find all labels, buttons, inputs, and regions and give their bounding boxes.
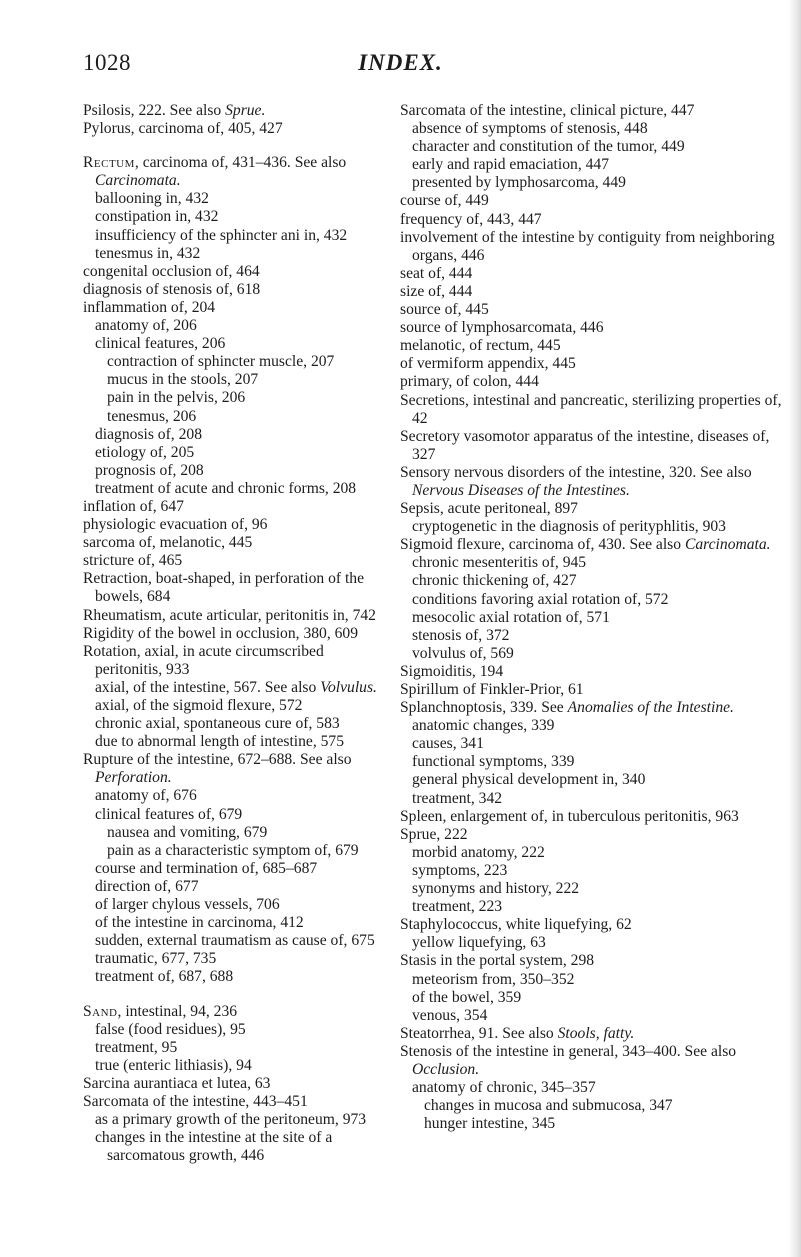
index-entry	[400, 500, 782, 518]
entry-text: causes, 341	[412, 735, 484, 753]
index-entry	[400, 373, 782, 391]
index-subentry	[95, 1057, 391, 1075]
entry-text: stenosis of, 372	[412, 626, 510, 644]
index-subentry	[107, 824, 391, 842]
index-entry	[400, 1025, 782, 1043]
entry-text: cryptogenetic in the diagnosis of perityphlitis, 903	[412, 518, 726, 536]
entry-text: Rigidity of the bowel in occlusion, 380, 609	[83, 624, 359, 642]
index-entry	[400, 283, 782, 301]
entry-text: nausea and vomiting, 679	[107, 823, 268, 841]
entry-text: Splanchnoptosis, 339. See	[400, 699, 568, 717]
entry-text: due to abnormal length of intestine, 575	[95, 733, 345, 751]
index-entry	[400, 392, 782, 428]
index-subentry	[412, 554, 782, 572]
entry-text: anatomy of, 206	[95, 317, 197, 335]
index-heading-word: Sand	[83, 1002, 118, 1020]
entry-text: axial, of the sigmoid flexure, 572	[95, 697, 303, 714]
entry-text: pain in the pelvis, 206	[107, 389, 246, 407]
entry-text: axial, of the intestine, 567. See also	[95, 678, 321, 696]
index-entry	[400, 1043, 782, 1079]
index-entry	[400, 808, 782, 826]
index-entry	[83, 643, 391, 679]
index-heading-word: Rectum	[83, 154, 135, 172]
index-subentry	[95, 1039, 391, 1057]
entry-text: chronic thickening of, 427	[412, 572, 577, 590]
cross-reference: Carcinomata.	[684, 536, 771, 554]
entry-text: diagnosis of, 208	[95, 425, 202, 443]
index-entry	[83, 299, 391, 317]
index-subentry	[412, 735, 782, 753]
entry-text: clinical features of, 679	[95, 805, 243, 823]
index-subentry	[95, 950, 391, 968]
entry-text: conditions favoring axial rotation of, 572	[412, 590, 669, 608]
entry-text: , intestinal, 94, 236	[117, 1002, 238, 1020]
entry-text: seat of, 444	[400, 264, 473, 282]
cross-reference: Anomalies of the Intestine.	[567, 699, 734, 717]
entry-text: venous, 354	[412, 1006, 488, 1024]
entry-text: Psilosis, 222. See also	[83, 102, 226, 119]
entry-text: source of lymphosarcomata, 446	[400, 319, 604, 337]
index-subentry	[412, 518, 782, 536]
entry-text: Pylorus, carcinoma of, 405, 427	[83, 120, 283, 138]
entry-text: inflation of, 647	[83, 497, 184, 515]
index-subentry	[95, 968, 391, 986]
index-entry	[83, 263, 391, 281]
index-subentry	[95, 878, 391, 896]
index-entry	[83, 516, 391, 534]
cross-reference: Stools, fatty.	[557, 1024, 635, 1042]
index-subentry	[412, 627, 782, 645]
entry-text: pain as a characteristic symptom of, 679	[107, 841, 359, 859]
entry-spacer	[83, 138, 391, 154]
entry-text: Sigmoid flexure, carcinoma of, 430. See also	[400, 536, 685, 554]
index-subentry	[95, 227, 391, 245]
index-entry	[400, 265, 782, 283]
index-entry	[83, 534, 391, 552]
index-entry	[83, 154, 391, 190]
entry-text: false (food residues), 95	[95, 1020, 246, 1038]
cross-reference: Sprue.	[225, 102, 266, 119]
index-entry	[400, 337, 782, 355]
index-entry	[83, 552, 391, 570]
index-subentry	[412, 572, 782, 590]
entry-text: hunger intestine, 345	[424, 1115, 556, 1133]
entry-text: Rheumatism, acute articular, peritonitis in, 742	[83, 606, 376, 624]
index-subentry	[95, 932, 391, 950]
index-subentry	[95, 208, 391, 226]
entry-text: Staphylococcus, white liquefying, 62	[400, 916, 632, 934]
cross-reference: Carcinomata.	[95, 172, 181, 190]
entry-text: morbid anatomy, 222	[412, 843, 545, 861]
entry-text: chronic mesenteritis of, 945	[412, 554, 587, 572]
running-head: INDEX.	[358, 50, 443, 75]
entry-text: source of, 445	[400, 301, 489, 319]
entry-text: contraction of sphincter muscle, 207	[107, 353, 335, 371]
index-entry	[83, 625, 391, 643]
entry-text: volvulus of, 569	[412, 644, 514, 662]
index-subentry	[107, 389, 391, 407]
entry-text: melanotic, of rectum, 445	[400, 337, 561, 355]
index-subentry	[95, 480, 391, 498]
entry-text: frequency of, 443, 447	[400, 210, 542, 228]
index-subentry	[107, 842, 391, 860]
entry-text: early and rapid emaciation, 447	[412, 156, 610, 174]
index-subentry	[95, 1021, 391, 1039]
index-subentry	[412, 1007, 782, 1025]
entry-text: Sarcomata of the intestine, clinical picture, 447	[400, 102, 695, 119]
index-subentry	[412, 989, 782, 1007]
entry-text: physiologic evacuation of, 96	[83, 516, 268, 534]
index-entry	[83, 498, 391, 516]
entry-text: Spirillum of Finkler-Prior, 61	[400, 681, 584, 698]
entry-text: Steatorrhea, 91. See also	[400, 1024, 558, 1042]
index-subentry	[412, 609, 782, 627]
entry-text: congenital occlusion of, 464	[83, 262, 260, 280]
entry-text: Retraction, boat-shaped, in perforation of the bowels, 684	[83, 570, 365, 606]
entry-text: Secretions, intestinal and pancreatic, sterilizing properties of, 42	[400, 391, 782, 427]
index-subentry	[95, 733, 391, 751]
entry-text: Stasis in the portal system, 298	[400, 952, 595, 970]
entry-text: of larger chylous vessels, 706	[95, 896, 280, 914]
index-entry	[400, 192, 782, 210]
entry-text: Stenosis of the intestine in general, 343–400. See also	[400, 1042, 737, 1060]
entry-text: of the bowel, 359	[412, 988, 522, 1006]
entry-text: inflammation of, 204	[83, 298, 216, 316]
index-entry	[83, 607, 391, 625]
index-subentry	[95, 679, 391, 697]
index-subentry	[412, 174, 782, 192]
index-entry	[400, 319, 782, 337]
entry-text: of the intestine in carcinoma, 412	[95, 914, 304, 932]
index-subentry	[107, 353, 391, 371]
index-subentry	[424, 1097, 782, 1115]
entry-text: yellow liquefying, 63	[412, 934, 546, 952]
index-entry	[400, 536, 782, 554]
index-subentry	[412, 645, 782, 663]
page-header	[0, 0, 801, 90]
page-edge-shadow	[788, 0, 801, 1257]
entry-text: prognosis of, 208	[95, 461, 204, 479]
entry-text: treatment, 223	[412, 898, 503, 916]
entry-text: Sarcina aurantiaca et lutea, 63	[83, 1074, 271, 1092]
index-subentry	[95, 317, 391, 335]
entry-spacer	[83, 987, 391, 1003]
entry-text: presented by lymphosarcoma, 449	[412, 174, 626, 192]
entry-text: treatment, 342	[412, 789, 503, 807]
entry-text: Rotation, axial, in acute circumscribed peritonitis, 933	[83, 642, 324, 678]
index-entry	[400, 681, 782, 699]
index-subentry	[412, 862, 782, 880]
index-subentry	[412, 1079, 782, 1097]
entry-text: clinical features, 206	[95, 335, 226, 353]
index-subentry	[412, 156, 782, 174]
index-entry	[400, 952, 782, 970]
entry-text: size of, 444	[400, 282, 473, 300]
index-subentry	[412, 971, 782, 989]
entry-text: anatomy of chronic, 345–357	[412, 1079, 596, 1097]
entry-text: course of, 449	[400, 192, 489, 210]
entry-text: etiology of, 205	[95, 443, 195, 461]
index-subentry	[107, 371, 391, 389]
index-entry	[400, 699, 782, 717]
index-subentry	[95, 697, 391, 715]
index-subentry	[95, 1129, 391, 1165]
index-subentry	[95, 444, 391, 462]
index-subentry	[95, 245, 391, 263]
entry-text: treatment of, 687, 688	[95, 968, 234, 986]
entry-text: Rupture of the intestine, 672–688. See also	[83, 751, 352, 769]
index-column-right	[400, 102, 782, 1133]
entry-text: treatment of acute and chronic forms, 208	[95, 479, 357, 497]
index-entry	[400, 663, 782, 681]
entry-text: character and constitution of the tumor, 449	[412, 138, 685, 156]
index-entry	[83, 1003, 391, 1021]
index-subentry	[95, 806, 391, 824]
entry-text: synonyms and history, 222	[412, 880, 580, 898]
index-subentry	[95, 715, 391, 733]
entry-text: meteorism from, 350–352	[412, 970, 575, 988]
index-subentry	[412, 138, 782, 156]
entry-text: general physical development in, 340	[412, 771, 646, 789]
entry-text: , carcinoma of, 431–436. See also	[134, 154, 347, 172]
entry-text: traumatic, 677, 735	[95, 950, 217, 968]
index-subentry	[107, 408, 391, 426]
entry-text: direction of, 677	[95, 877, 199, 895]
index-entry	[83, 1075, 391, 1093]
entry-text: diagnosis of stenosis of, 618	[83, 280, 261, 298]
index-subentry	[412, 591, 782, 609]
index-entry	[400, 355, 782, 373]
entry-text: Spleen, enlargement of, in tuberculous peritonitis, 963	[400, 807, 739, 825]
entry-text: tenesmus in, 432	[95, 244, 201, 262]
cross-reference: Volvulus.	[320, 678, 377, 696]
entry-text: involvement of the intestine by contiguity from neighboring organs, 446	[400, 228, 775, 264]
index-subentry	[95, 914, 391, 932]
index-entry	[83, 102, 391, 120]
index-subentry	[412, 771, 782, 789]
index-subentry	[95, 190, 391, 208]
index-entry	[400, 916, 782, 934]
entry-text: mesocolic axial rotation of, 571	[412, 608, 610, 626]
index-subentry	[412, 717, 782, 735]
entry-text: insufficiency of the sphincter ani in, 432	[95, 226, 348, 244]
entry-text: true (enteric lithiasis), 94	[95, 1056, 252, 1074]
index-entry	[83, 1093, 391, 1111]
entry-text: Secretory vasomotor apparatus of the intestine, diseases of, 327	[400, 427, 770, 463]
index-subentry	[424, 1115, 782, 1133]
entry-text: sarcoma of, melanotic, 445	[83, 534, 253, 552]
entry-text: anatomic changes, 339	[412, 717, 555, 735]
entry-text: of vermiform appendix, 445	[400, 355, 576, 373]
entry-text: course and termination of, 685–687	[95, 859, 318, 877]
index-subentry	[95, 426, 391, 444]
index-entry	[400, 301, 782, 319]
entry-text: mucus in the stools, 207	[107, 371, 259, 389]
index-subentry	[95, 335, 391, 353]
index-subentry	[412, 844, 782, 862]
entry-text: symptoms, 223	[412, 861, 508, 879]
index-entry	[400, 826, 782, 844]
entry-text: tenesmus, 206	[107, 407, 197, 425]
index-subentry	[95, 462, 391, 480]
index-subentry	[95, 896, 391, 914]
entry-text: Sarcomata of the intestine, 443–451	[83, 1092, 308, 1110]
entry-text: anatomy of, 676	[95, 787, 197, 805]
entry-text: treatment, 95	[95, 1038, 178, 1056]
entry-text: primary, of colon, 444	[400, 373, 539, 391]
cross-reference: Perforation.	[95, 769, 172, 787]
entry-text: sudden, external traumatism as cause of, 675	[95, 932, 375, 950]
index-entry	[400, 211, 782, 229]
index-subentry	[95, 860, 391, 878]
entry-text: Sensory nervous disorders of the intestine, 320. See also	[400, 463, 752, 481]
entry-text: constipation in, 432	[95, 208, 219, 226]
index-column-left	[83, 102, 391, 1165]
index-subentry	[412, 880, 782, 898]
index-subentry	[412, 790, 782, 808]
entry-text: chronic axial, spontaneous cure of, 583	[95, 715, 340, 733]
index-entry	[400, 102, 782, 120]
index-entry	[400, 229, 782, 265]
index-subentry	[412, 753, 782, 771]
index-entry	[83, 570, 391, 606]
index-entry	[83, 281, 391, 299]
entry-text: absence of symptoms of stenosis, 448	[412, 120, 648, 138]
cross-reference: Nervous Diseases of the Intestines.	[412, 481, 630, 499]
entry-text: stricture of, 465	[83, 552, 183, 570]
entry-text: as a primary growth of the peritoneum, 973	[95, 1111, 367, 1129]
entry-text: Sprue, 222	[400, 825, 468, 843]
index-subentry	[95, 787, 391, 805]
entry-text: Sepsis, acute peritoneal, 897	[400, 500, 578, 518]
index-entry	[400, 428, 782, 464]
entry-text: ballooning in, 432	[95, 190, 209, 208]
index-subentry	[412, 934, 782, 952]
index-entry	[400, 464, 782, 500]
entry-text: changes in mucosa and submucosa, 347	[424, 1097, 673, 1115]
cross-reference: Occlusion.	[412, 1060, 480, 1078]
entry-text: functional symptoms, 339	[412, 753, 575, 771]
index-subentry	[412, 120, 782, 138]
entry-text: changes in the intestine at the site of a sarcomatous growth, 446	[95, 1129, 333, 1165]
index-entry	[83, 120, 391, 138]
index-entry	[83, 751, 391, 787]
index-subentry	[95, 1111, 391, 1129]
page-number: 1028	[83, 50, 131, 75]
entry-text: Sigmoiditis, 194	[400, 662, 504, 680]
index-subentry	[412, 898, 782, 916]
